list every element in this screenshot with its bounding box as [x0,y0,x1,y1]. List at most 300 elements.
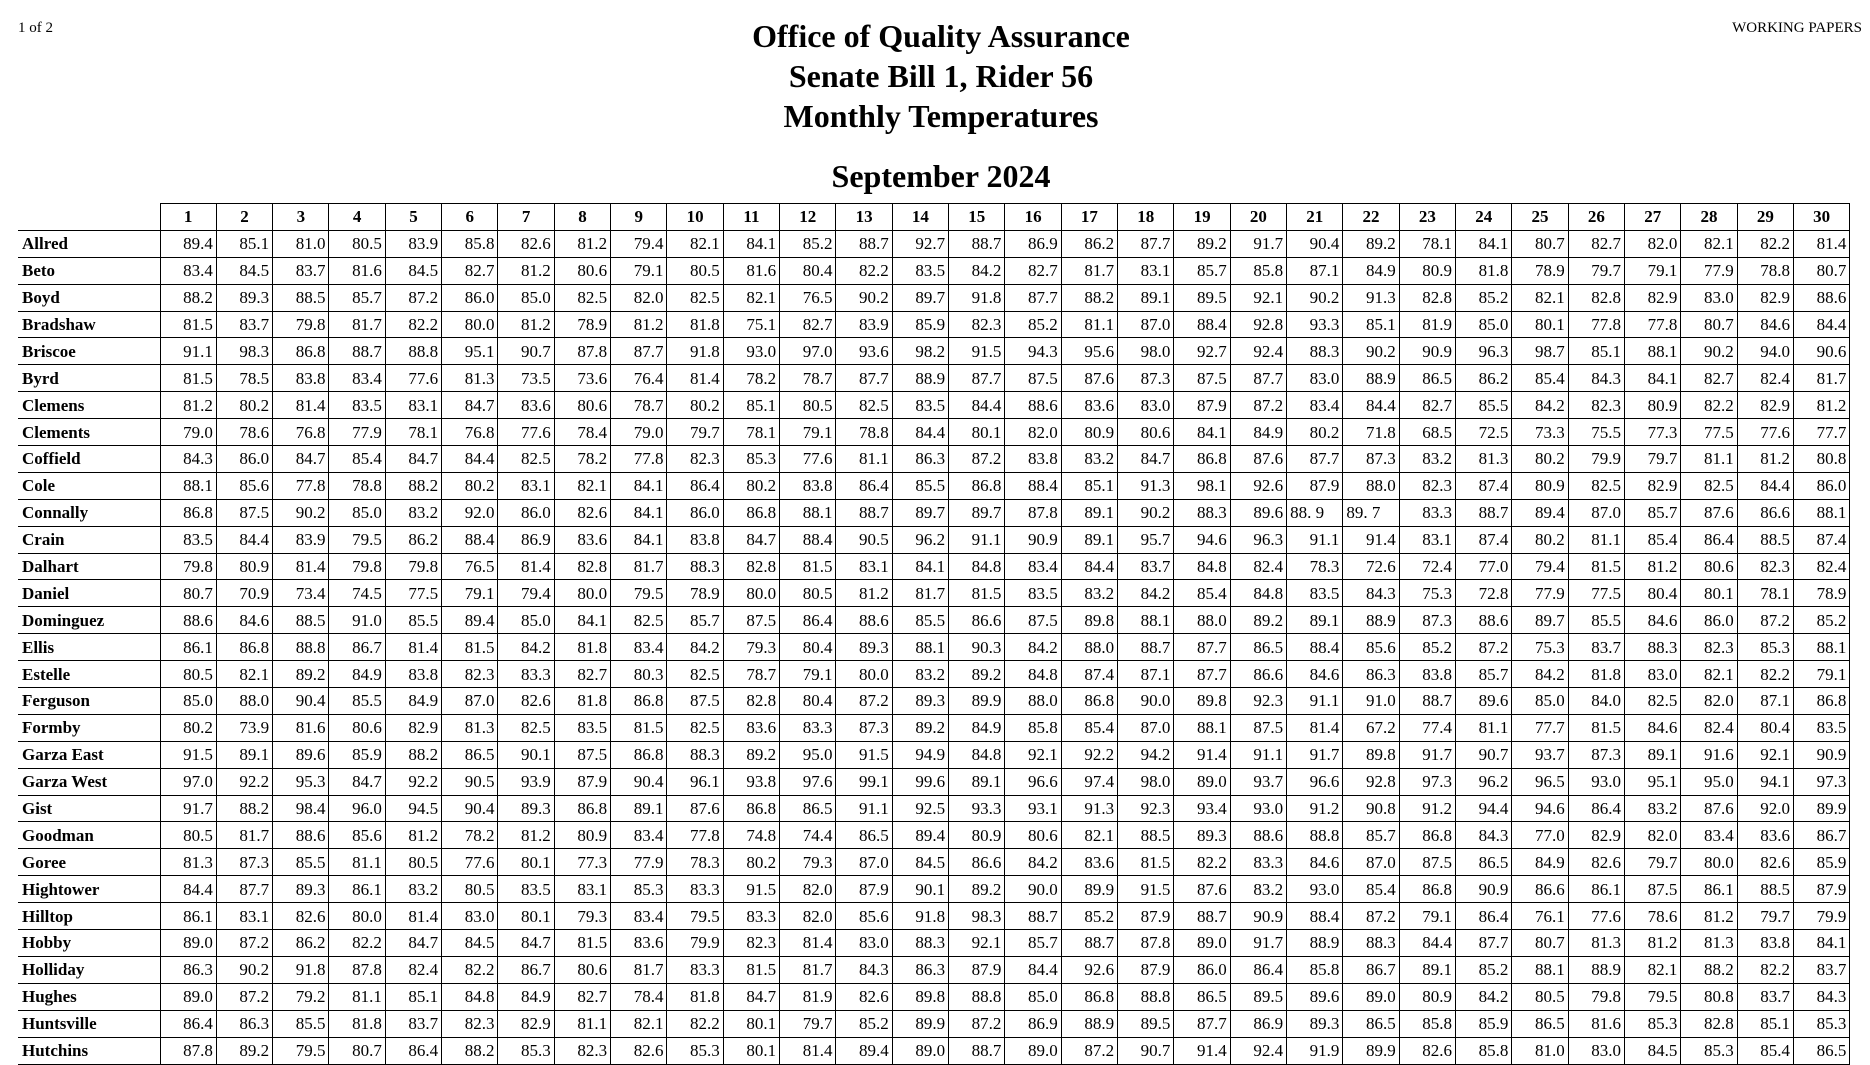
temperature-cell: 83.6 [611,930,667,957]
temperature-cell: 92.1 [1230,284,1286,311]
temperature-cell: 81.0 [1512,1037,1568,1064]
temperature-cell: 78.6 [216,419,272,446]
temperature-cell: 80.2 [442,472,498,499]
temperature-cell: 79.1 [1794,661,1850,688]
temperature-cell: 95.1 [1625,768,1681,795]
temperature-cell: 90.2 [273,499,329,526]
temperature-cell: 89.6 [1230,499,1286,526]
temperature-cell: 85.6 [836,903,892,930]
temperature-cell: 88.1 [1118,607,1174,634]
temperature-cell: 84.9 [1512,849,1568,876]
temperature-cell: 82.8 [554,553,610,580]
temperature-cell: 70.9 [216,580,272,607]
temperature-cell: 98.0 [1118,768,1174,795]
temperature-cell: 83.7 [385,1010,441,1037]
temperature-cell: 86.4 [667,472,723,499]
temperature-cell: 80.1 [498,903,554,930]
temperature-cell: 82.6 [1568,849,1624,876]
table-row [18,284,1850,311]
temperature-cell: 81.6 [1568,1010,1624,1037]
temperature-cell: 81.3 [1681,930,1737,957]
temperature-cell: 87.0 [836,849,892,876]
temperature-cell: 79.3 [780,849,836,876]
temperature-cell: 84.7 [329,768,385,795]
temperature-cell: 76.4 [611,365,667,392]
temperature-cell: 89.1 [216,741,272,768]
temperature-cell: 91.1 [836,795,892,822]
temperature-cell: 80.4 [780,634,836,661]
temperature-cell: 86.9 [498,526,554,553]
temperature-cell: 85.4 [1737,1037,1793,1064]
temperature-cell: 99.1 [836,768,892,795]
temperature-cell: 92.2 [385,768,441,795]
unit-name: Formby [18,714,160,741]
temperature-cell: 81.2 [554,230,610,257]
temperature-cell: 84.3 [160,446,216,473]
temperature-cell: 87.5 [1399,849,1455,876]
temperature-cell: 78.8 [1737,257,1793,284]
temperature-cell: 84.4 [160,876,216,903]
temperature-cell: 84.1 [554,607,610,634]
temperature-cell: 81.8 [667,983,723,1010]
temperature-cell: 92.6 [1061,956,1117,983]
temperature-cell: 89.1 [1625,741,1681,768]
temperature-cell: 78.8 [836,419,892,446]
unit-name: Hobby [18,930,160,957]
temperature-cell: 87.7 [216,876,272,903]
temperature-cell: 81.5 [160,311,216,338]
header-corner [18,204,160,231]
temperature-cell: 77.6 [1568,903,1624,930]
temperature-cell: 96.6 [1287,768,1343,795]
temperature-cell: 88.6 [1456,607,1512,634]
temperature-cell: 87.8 [1118,930,1174,957]
day-header: 10 [667,204,723,231]
temperature-cell: 90.4 [442,795,498,822]
temperature-cell: 78.1 [723,419,779,446]
temperature-cell: 90.2 [216,956,272,983]
temperature-cell: 76.1 [1512,903,1568,930]
temperature-cell: 83.5 [892,257,948,284]
temperature-cell: 88.9 [1061,1010,1117,1037]
temperature-cell: 81.5 [1568,553,1624,580]
temperature-cell: 84.3 [1794,983,1850,1010]
temperature-cell: 87.2 [1456,634,1512,661]
temperature-cell: 86.5 [1343,1010,1399,1037]
table-row [18,634,1850,661]
temperature-cell: 80.6 [554,392,610,419]
temperature-cell: 87.1 [1118,661,1174,688]
temperature-cell: 83.6 [1061,392,1117,419]
temperature-cell: 86.5 [1230,634,1286,661]
temperature-cell: 77.5 [1681,419,1737,446]
temperature-cell: 86.3 [216,1010,272,1037]
temperature-cell: 85.1 [216,230,272,257]
day-header: 30 [1794,204,1850,231]
temperature-cell: 78.9 [1794,580,1850,607]
temperature-cell: 86.9 [1005,230,1061,257]
temperature-cell: 76.5 [442,553,498,580]
temperature-cell: 84.2 [1456,983,1512,1010]
table-row [18,392,1850,419]
temperature-cell: 81.2 [836,580,892,607]
temperature-cell: 96.2 [892,526,948,553]
temperature-cell: 91.2 [1399,795,1455,822]
temperature-cell: 85.2 [1456,956,1512,983]
table-row [18,526,1850,553]
temperature-cell: 84.4 [1737,472,1793,499]
temperature-cell: 84.2 [667,634,723,661]
temperature-cell: 81.7 [1061,257,1117,284]
temperature-cell: 88.3 [1174,499,1230,526]
temperature-cell: 78.2 [723,365,779,392]
temperature-cell: 84.7 [385,446,441,473]
temperature-cell: 82.2 [1737,661,1793,688]
temperature-cell: 83.0 [1681,284,1737,311]
temperature-cell: 87.3 [1118,365,1174,392]
temperature-cell: 82.1 [1625,956,1681,983]
temperature-cell: 87.3 [216,849,272,876]
unit-name: Coffield [18,446,160,473]
temperature-cell: 87.2 [949,1010,1005,1037]
temperature-cell: 77.6 [780,446,836,473]
temperature-cell: 85.7 [329,284,385,311]
temperature-cell: 86.7 [498,956,554,983]
temperature-cell: 88.7 [1174,903,1230,930]
temperature-cell: 85.3 [1681,1037,1737,1064]
temperature-cell: 89.6 [273,741,329,768]
table-row [18,768,1850,795]
temperature-cell: 86.8 [723,795,779,822]
temperature-cell: 81.8 [554,634,610,661]
temperature-cell: 77.8 [1625,311,1681,338]
temperature-cell: 83.8 [1399,661,1455,688]
day-header: 26 [1568,204,1624,231]
temperature-cell: 87.0 [442,688,498,715]
temperature-cell: 92.4 [1230,338,1286,365]
temperature-cell: 87.5 [1625,876,1681,903]
table-row [18,338,1850,365]
temperature-cell: 78.8 [329,472,385,499]
temperature-cell: 85.5 [329,688,385,715]
temperature-cell: 81.2 [160,392,216,419]
temperature-cell: 84.1 [611,472,667,499]
temperature-cell: 88.8 [273,634,329,661]
temperature-cell: 78.3 [1287,553,1343,580]
temperature-cell: 81.5 [611,714,667,741]
temperature-cell: 85.3 [1737,634,1793,661]
temperature-cell: 91.8 [273,956,329,983]
temperature-cell: 82.4 [1681,714,1737,741]
temperature-cell: 87.2 [949,446,1005,473]
unit-name: Huntsville [18,1010,160,1037]
day-header: 29 [1737,204,1793,231]
temperature-cell: 90.0 [1118,688,1174,715]
temperature-cell: 85.1 [1737,1010,1793,1037]
temperature-cell: 83.4 [611,634,667,661]
temperature-cell: 86.4 [1230,956,1286,983]
temperature-cell: 98.1 [1174,472,1230,499]
temperature-cell: 85.6 [329,822,385,849]
temperature-cell: 81.6 [273,714,329,741]
temperature-cell: 86.6 [1737,499,1793,526]
temperature-cell: 83.7 [1794,956,1850,983]
table-row [18,230,1850,257]
temperature-cell: 82.8 [1399,284,1455,311]
temperature-cell: 80.7 [329,1037,385,1064]
temperature-cell: 86.8 [1794,688,1850,715]
temperature-cell: 73.4 [273,580,329,607]
temperature-cell: 76.5 [780,284,836,311]
temperature-cell: 81.0 [273,230,329,257]
temperature-cell: 87.9 [1118,903,1174,930]
temperature-cell: 87.1 [1737,688,1793,715]
temperature-cell: 88.0 [1174,607,1230,634]
temperature-cell: 83.3 [498,661,554,688]
temperature-cell: 86.4 [1456,903,1512,930]
temperature-cell: 89.3 [1287,1010,1343,1037]
temperature-cell: 80.5 [780,580,836,607]
temperature-cell: 80.9 [1512,472,1568,499]
temperature-cell: 84.4 [1399,930,1455,957]
temperature-cell: 88.0 [216,688,272,715]
day-header: 9 [611,204,667,231]
temperature-cell: 82.6 [554,499,610,526]
temperature-cell: 86.8 [611,741,667,768]
temperature-cell: 89.7 [1512,607,1568,634]
temperature-cell: 87.6 [1230,446,1286,473]
temperature-cell: 96.6 [1005,768,1061,795]
temperature-cell: 89.3 [892,688,948,715]
temperature-cell: 87.9 [1287,472,1343,499]
temperature-cell: 82.5 [1625,688,1681,715]
day-header: 18 [1118,204,1174,231]
title-line-report: Monthly Temperatures [783,98,1099,134]
temperature-cell: 82.1 [611,1010,667,1037]
temperature-cell: 88.9 [892,365,948,392]
temperature-cell: 88.8 [1118,983,1174,1010]
temperature-cell: 93.9 [498,768,554,795]
temperature-cell: 82.1 [1061,822,1117,849]
temperature-cell: 89.9 [1794,795,1850,822]
temperature-cell: 90.3 [949,634,1005,661]
temperature-cell: 83.3 [1399,499,1455,526]
temperature-cell: 88.5 [1737,526,1793,553]
temperature-cell: 89.2 [216,1037,272,1064]
temperature-cell: 91.8 [892,903,948,930]
temperature-cell: 81.4 [385,634,441,661]
temperature-cell: 85.9 [329,741,385,768]
temperature-cell: 81.8 [554,688,610,715]
temperature-cell: 80.2 [723,849,779,876]
temperature-cell: 82.8 [723,553,779,580]
temperature-cell: 80.5 [1512,983,1568,1010]
temperature-cell: 84.2 [1118,580,1174,607]
temperature-cell: 83.3 [780,714,836,741]
temperature-cell: 82.5 [498,714,554,741]
temperature-cell: 97.6 [780,768,836,795]
temperature-cell: 87.0 [1118,311,1174,338]
temperature-cell: 83.8 [385,661,441,688]
temperature-cell: 88.7 [1399,688,1455,715]
temperature-cell: 88.3 [1343,930,1399,957]
temperature-cell: 88. 9 [1287,499,1343,526]
temperature-cell: 87.9 [1174,392,1230,419]
temperature-cell: 88.4 [780,526,836,553]
temperature-cell: 80.2 [667,392,723,419]
temperature-cell: 89.1 [1118,284,1174,311]
temperature-cell: 79.7 [1625,849,1681,876]
temperature-cell: 84.0 [1568,688,1624,715]
temperature-cell: 79.7 [1568,257,1624,284]
temperature-cell: 87.5 [667,688,723,715]
temperature-cell: 84.5 [216,257,272,284]
temperature-cell: 92.2 [216,768,272,795]
temperature-cell: 87.2 [216,983,272,1010]
temperature-cell: 89.3 [1174,822,1230,849]
temperature-cell: 81.2 [1625,553,1681,580]
temperature-cell: 81.2 [611,311,667,338]
temperature-cell: 84.2 [1005,634,1061,661]
temperature-cell: 90.1 [892,876,948,903]
table-row [18,580,1850,607]
temperature-cell: 92.8 [1230,311,1286,338]
temperature-cell: 83.9 [273,526,329,553]
temperature-cell: 82.9 [1625,472,1681,499]
temperature-cell: 94.6 [1174,526,1230,553]
temperature-cell: 83.0 [1118,392,1174,419]
temperature-cell: 86.0 [216,446,272,473]
temperature-cell: 81.5 [554,930,610,957]
temperature-cell: 88.2 [385,472,441,499]
temperature-cell: 86.8 [1061,688,1117,715]
temperature-cell: 84.6 [1287,849,1343,876]
temperature-cell: 98.3 [216,338,272,365]
temperature-cell: 95.3 [273,768,329,795]
day-header: 17 [1061,204,1117,231]
temperature-cell: 88.1 [1794,499,1850,526]
temperature-cell: 86.0 [667,499,723,526]
temperature-cell: 84.6 [1625,607,1681,634]
temperature-cell: 87.9 [836,876,892,903]
temperature-cell: 78.2 [442,822,498,849]
temperature-cell: 86.0 [498,499,554,526]
temperature-cell: 81.7 [892,580,948,607]
temperature-cell: 93.0 [1230,795,1286,822]
temperature-cell: 82.1 [216,661,272,688]
temperature-cell: 87.1 [1287,257,1343,284]
temperature-cell: 94.6 [1512,795,1568,822]
temperature-cell: 86.8 [1399,822,1455,849]
temperature-cell: 77.7 [1512,714,1568,741]
temperature-cell: 86.5 [836,822,892,849]
temperature-cell: 98.4 [273,795,329,822]
temperature-cell: 85.4 [1343,876,1399,903]
temperature-cell: 82.5 [554,284,610,311]
unit-name: Clemens [18,392,160,419]
temperature-cell: 89.9 [1061,876,1117,903]
unit-name: Cole [18,472,160,499]
temperature-cell: 81.2 [385,822,441,849]
temperature-cell: 91.3 [1118,472,1174,499]
temperature-cell: 81.7 [780,956,836,983]
temperature-cell: 88.3 [667,741,723,768]
temperature-cell: 91.3 [1061,795,1117,822]
unit-name: Ferguson [18,688,160,715]
title-line-office: Office of Quality Assurance [752,18,1130,54]
temperature-cell: 82.5 [667,661,723,688]
temperature-cell: 85.5 [892,607,948,634]
temperature-cell: 85.8 [1456,1037,1512,1064]
temperature-cell: 85.0 [1512,688,1568,715]
temperature-cell: 88.2 [1681,956,1737,983]
temperature-cell: 96.1 [667,768,723,795]
temperature-cell: 92.7 [1174,338,1230,365]
temperature-cell: 89.0 [160,930,216,957]
temperature-cell: 88.4 [1287,903,1343,930]
temperature-cell: 80.9 [1399,257,1455,284]
table-row [18,365,1850,392]
temperature-cell: 84.4 [1343,392,1399,419]
temperature-cell: 84.1 [1174,419,1230,446]
temperature-cell: 80.5 [329,230,385,257]
temperature-cell: 87.2 [1737,607,1793,634]
temperature-cell: 80.6 [1681,553,1737,580]
temperature-cell: 86.3 [892,956,948,983]
temperature-cell: 82.1 [667,230,723,257]
temperature-cell: 81.5 [442,634,498,661]
temperature-cell: 85.4 [1061,714,1117,741]
temperature-cell: 84.7 [1118,446,1174,473]
temperature-cell: 82.3 [1681,634,1737,661]
temperature-cell: 88.2 [160,284,216,311]
table-row [18,849,1850,876]
temperature-cell: 81.7 [611,553,667,580]
day-header: 27 [1625,204,1681,231]
temperature-cell: 84.4 [1794,311,1850,338]
temperature-cell: 87.6 [1061,365,1117,392]
temperature-cell: 88.0 [1343,472,1399,499]
temperature-cell: 90.2 [1287,284,1343,311]
temperature-cell: 88.7 [1456,499,1512,526]
temperature-cell: 81.5 [723,956,779,983]
temperature-cell: 77.8 [1568,311,1624,338]
temperature-cell: 67.2 [1343,714,1399,741]
temperature-cell: 83.7 [273,257,329,284]
temperature-cell: 88.2 [385,741,441,768]
temperature-cell: 79.0 [160,419,216,446]
temperature-cell: 92.6 [1230,472,1286,499]
temperature-cell: 85.8 [1230,257,1286,284]
temperature-cell: 81.1 [836,446,892,473]
temperature-cell: 82.0 [1625,822,1681,849]
temperature-cell: 95.1 [442,338,498,365]
day-header: 6 [442,204,498,231]
temperature-cell: 80.8 [1681,983,1737,1010]
temperature-cell: 83.1 [1118,257,1174,284]
temperature-cell: 85.0 [1005,983,1061,1010]
temperature-cell: 80.3 [611,661,667,688]
temperature-cell: 90.2 [836,284,892,311]
temperature-cell: 85.2 [1456,284,1512,311]
temperature-cell: 88.6 [160,607,216,634]
temperature-cell: 81.4 [273,392,329,419]
temperature-cell: 78.3 [667,849,723,876]
report-month: September 2024 [831,158,1051,194]
temperature-cell: 84.9 [498,983,554,1010]
temperature-cell: 82.2 [1174,849,1230,876]
temperature-cell: 89.9 [892,1010,948,1037]
